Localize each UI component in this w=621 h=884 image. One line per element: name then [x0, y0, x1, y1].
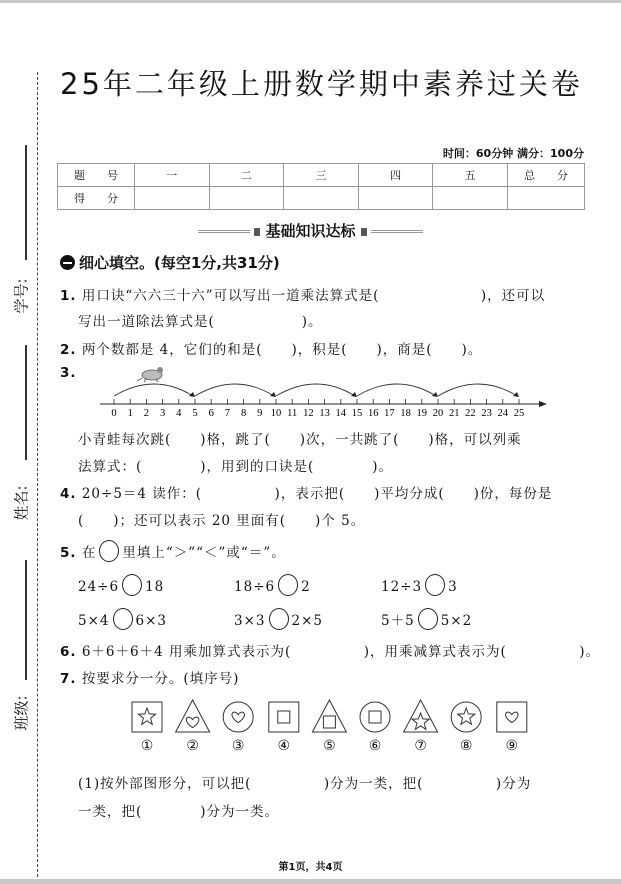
- decorative-square-icon: [254, 228, 260, 236]
- question-4-line-2: ( )；还可以表示 20 里面有( )个 5。: [78, 513, 366, 529]
- shape-number-label: ④: [277, 738, 291, 754]
- question-1-line-2: 写出一道除法算式是( )。: [78, 314, 323, 330]
- svg-text:9: 9: [257, 408, 263, 419]
- svg-text:13: 13: [319, 408, 330, 419]
- score-table-header: 二: [209, 164, 284, 187]
- svg-text:18: 18: [400, 408, 411, 419]
- question-5: 5. 在 里填上“＞”“＜”或“＝”。: [60, 540, 286, 562]
- svg-text:11: 11: [287, 408, 298, 419]
- score-table: [57, 163, 585, 210]
- score-cell[interactable]: [358, 187, 433, 210]
- svg-text:12: 12: [303, 408, 314, 419]
- score-table-header: 四: [358, 164, 433, 187]
- svg-text:6: 6: [208, 408, 214, 419]
- score-table-header: 五: [433, 164, 508, 187]
- section-heading: [0, 220, 621, 241]
- score-cell[interactable]: [508, 187, 585, 210]
- question-3-number: 3.: [60, 365, 77, 381]
- svg-text:24: 24: [497, 408, 509, 419]
- svg-text:23: 23: [481, 408, 492, 419]
- score-table-header: 题 号: [58, 164, 135, 187]
- shape-number-label: ⑦: [414, 738, 427, 754]
- page-title: 25年二年级上册数学期中素养过关卷: [60, 67, 583, 101]
- top-border: [0, 0, 621, 3]
- shape-number-label: ⑤: [323, 738, 336, 754]
- number-line-ticks: [111, 399, 524, 419]
- svg-text:8: 8: [240, 408, 247, 419]
- page-number: 第1页，共4页: [278, 862, 343, 873]
- frog-icon: [137, 367, 163, 382]
- compare-circle-icon: [99, 540, 119, 562]
- shape-number-label: ②: [186, 738, 199, 754]
- exam-meta: 时间：60分钟 满分：100分: [442, 147, 584, 160]
- student-id-underline: [25, 145, 27, 260]
- compare-blank[interactable]: [425, 574, 445, 596]
- svg-text:3: 3: [159, 408, 166, 419]
- score-cell[interactable]: [135, 187, 210, 210]
- svg-text:5: 5: [192, 408, 198, 419]
- name-label: 姓名:: [12, 485, 31, 521]
- shape-number-label: ⑧: [459, 738, 473, 754]
- class-underline: [25, 560, 27, 680]
- compare-item: 5＋5 5×2: [381, 608, 472, 630]
- shape-number-label: ⑨: [505, 738, 519, 754]
- score-table-header: 总 分: [508, 164, 585, 187]
- compare-blank[interactable]: [418, 608, 438, 630]
- compare-blank[interactable]: [122, 574, 142, 596]
- part-heading: [60, 252, 280, 273]
- svg-text:22: 22: [465, 408, 476, 419]
- shape-number-label: ③: [231, 738, 245, 754]
- name-underline: [25, 345, 27, 460]
- shape-number-label: ①: [140, 738, 154, 754]
- question-7-sub-1-line-1: (1)按外部图形分，可以把( )分为一类，把( )分为: [78, 776, 532, 792]
- svg-text:0: 0: [111, 408, 117, 419]
- compare-blank[interactable]: [269, 608, 289, 630]
- question-3-line-2: 法算式：( )，用到的口诀是( )。: [78, 459, 394, 475]
- decorative-rule: [371, 230, 423, 233]
- student-id-label: 学号:: [12, 278, 31, 314]
- svg-text:19: 19: [416, 408, 428, 419]
- svg-text:21: 21: [448, 408, 460, 419]
- svg-text:15: 15: [351, 408, 363, 419]
- svg-text:17: 17: [384, 408, 395, 419]
- question-1-line-1: 1. 用口诀“六六三十六”可以写出一道乘法算式是( )，还可以: [60, 288, 546, 304]
- question-7-sub-1-line-2: 一类，把( )分为一类。: [78, 804, 280, 820]
- svg-text:20: 20: [432, 408, 444, 419]
- decorative-square-icon: [361, 228, 367, 236]
- svg-text:4: 4: [176, 408, 182, 419]
- svg-text:7: 7: [224, 408, 231, 419]
- compare-blank[interactable]: [113, 608, 133, 630]
- compare-blank[interactable]: [278, 574, 298, 596]
- part-title: 细心填空。(每空1分,共31分): [79, 254, 280, 272]
- compare-item: 5×4 6×3: [78, 608, 167, 630]
- svg-text:1: 1: [127, 408, 133, 419]
- class-label: 班级:: [12, 695, 31, 731]
- number-line-jumps: [114, 384, 519, 397]
- score-row-label: 得 分: [58, 187, 135, 210]
- svg-text:25: 25: [513, 408, 525, 419]
- question-3-line-1: 小青蛙每次跳( )格，跳了( )次，一共跳了( )格，可以列乘: [78, 432, 522, 448]
- svg-text:16: 16: [367, 408, 379, 419]
- compare-item: 18÷6 2: [234, 574, 311, 596]
- score-table-header-row: [58, 164, 585, 187]
- question-7: 7. 按要求分一分。(填序号): [60, 671, 240, 687]
- compare-item: 3×3 2×5: [234, 608, 323, 630]
- score-cell[interactable]: [209, 187, 284, 210]
- bottom-border: [0, 879, 621, 884]
- question-2: 2. 两个数都是 4，它们的和是( )，积是( )，商是( )。: [60, 342, 483, 358]
- binding-dashed-line: [37, 72, 38, 882]
- score-table-header: 三: [284, 164, 359, 187]
- part-one-badge-icon: [60, 255, 75, 270]
- svg-text:2: 2: [143, 408, 150, 419]
- score-table-header: 一: [135, 164, 210, 187]
- score-cell[interactable]: [433, 187, 508, 210]
- svg-text:14: 14: [335, 408, 347, 419]
- question-6: 6. 6＋6＋6＋4 用乘加算式表示为( )，用乘减算式表示为( )。: [60, 644, 601, 660]
- shape-number-label: ⑥: [368, 738, 382, 754]
- decorative-rule: [198, 230, 250, 233]
- question-4-line-1: 4. 20÷5＝4 读作：( )，表示把( )平均分成( )份，每份是: [60, 486, 553, 502]
- svg-text:10: 10: [270, 408, 282, 419]
- score-table-score-row: [58, 187, 585, 210]
- score-cell[interactable]: [284, 187, 359, 210]
- section-title: 基础知识达标: [265, 222, 356, 240]
- compare-item: 12÷3 3: [381, 574, 458, 596]
- compare-item: 24÷6 18: [78, 574, 164, 596]
